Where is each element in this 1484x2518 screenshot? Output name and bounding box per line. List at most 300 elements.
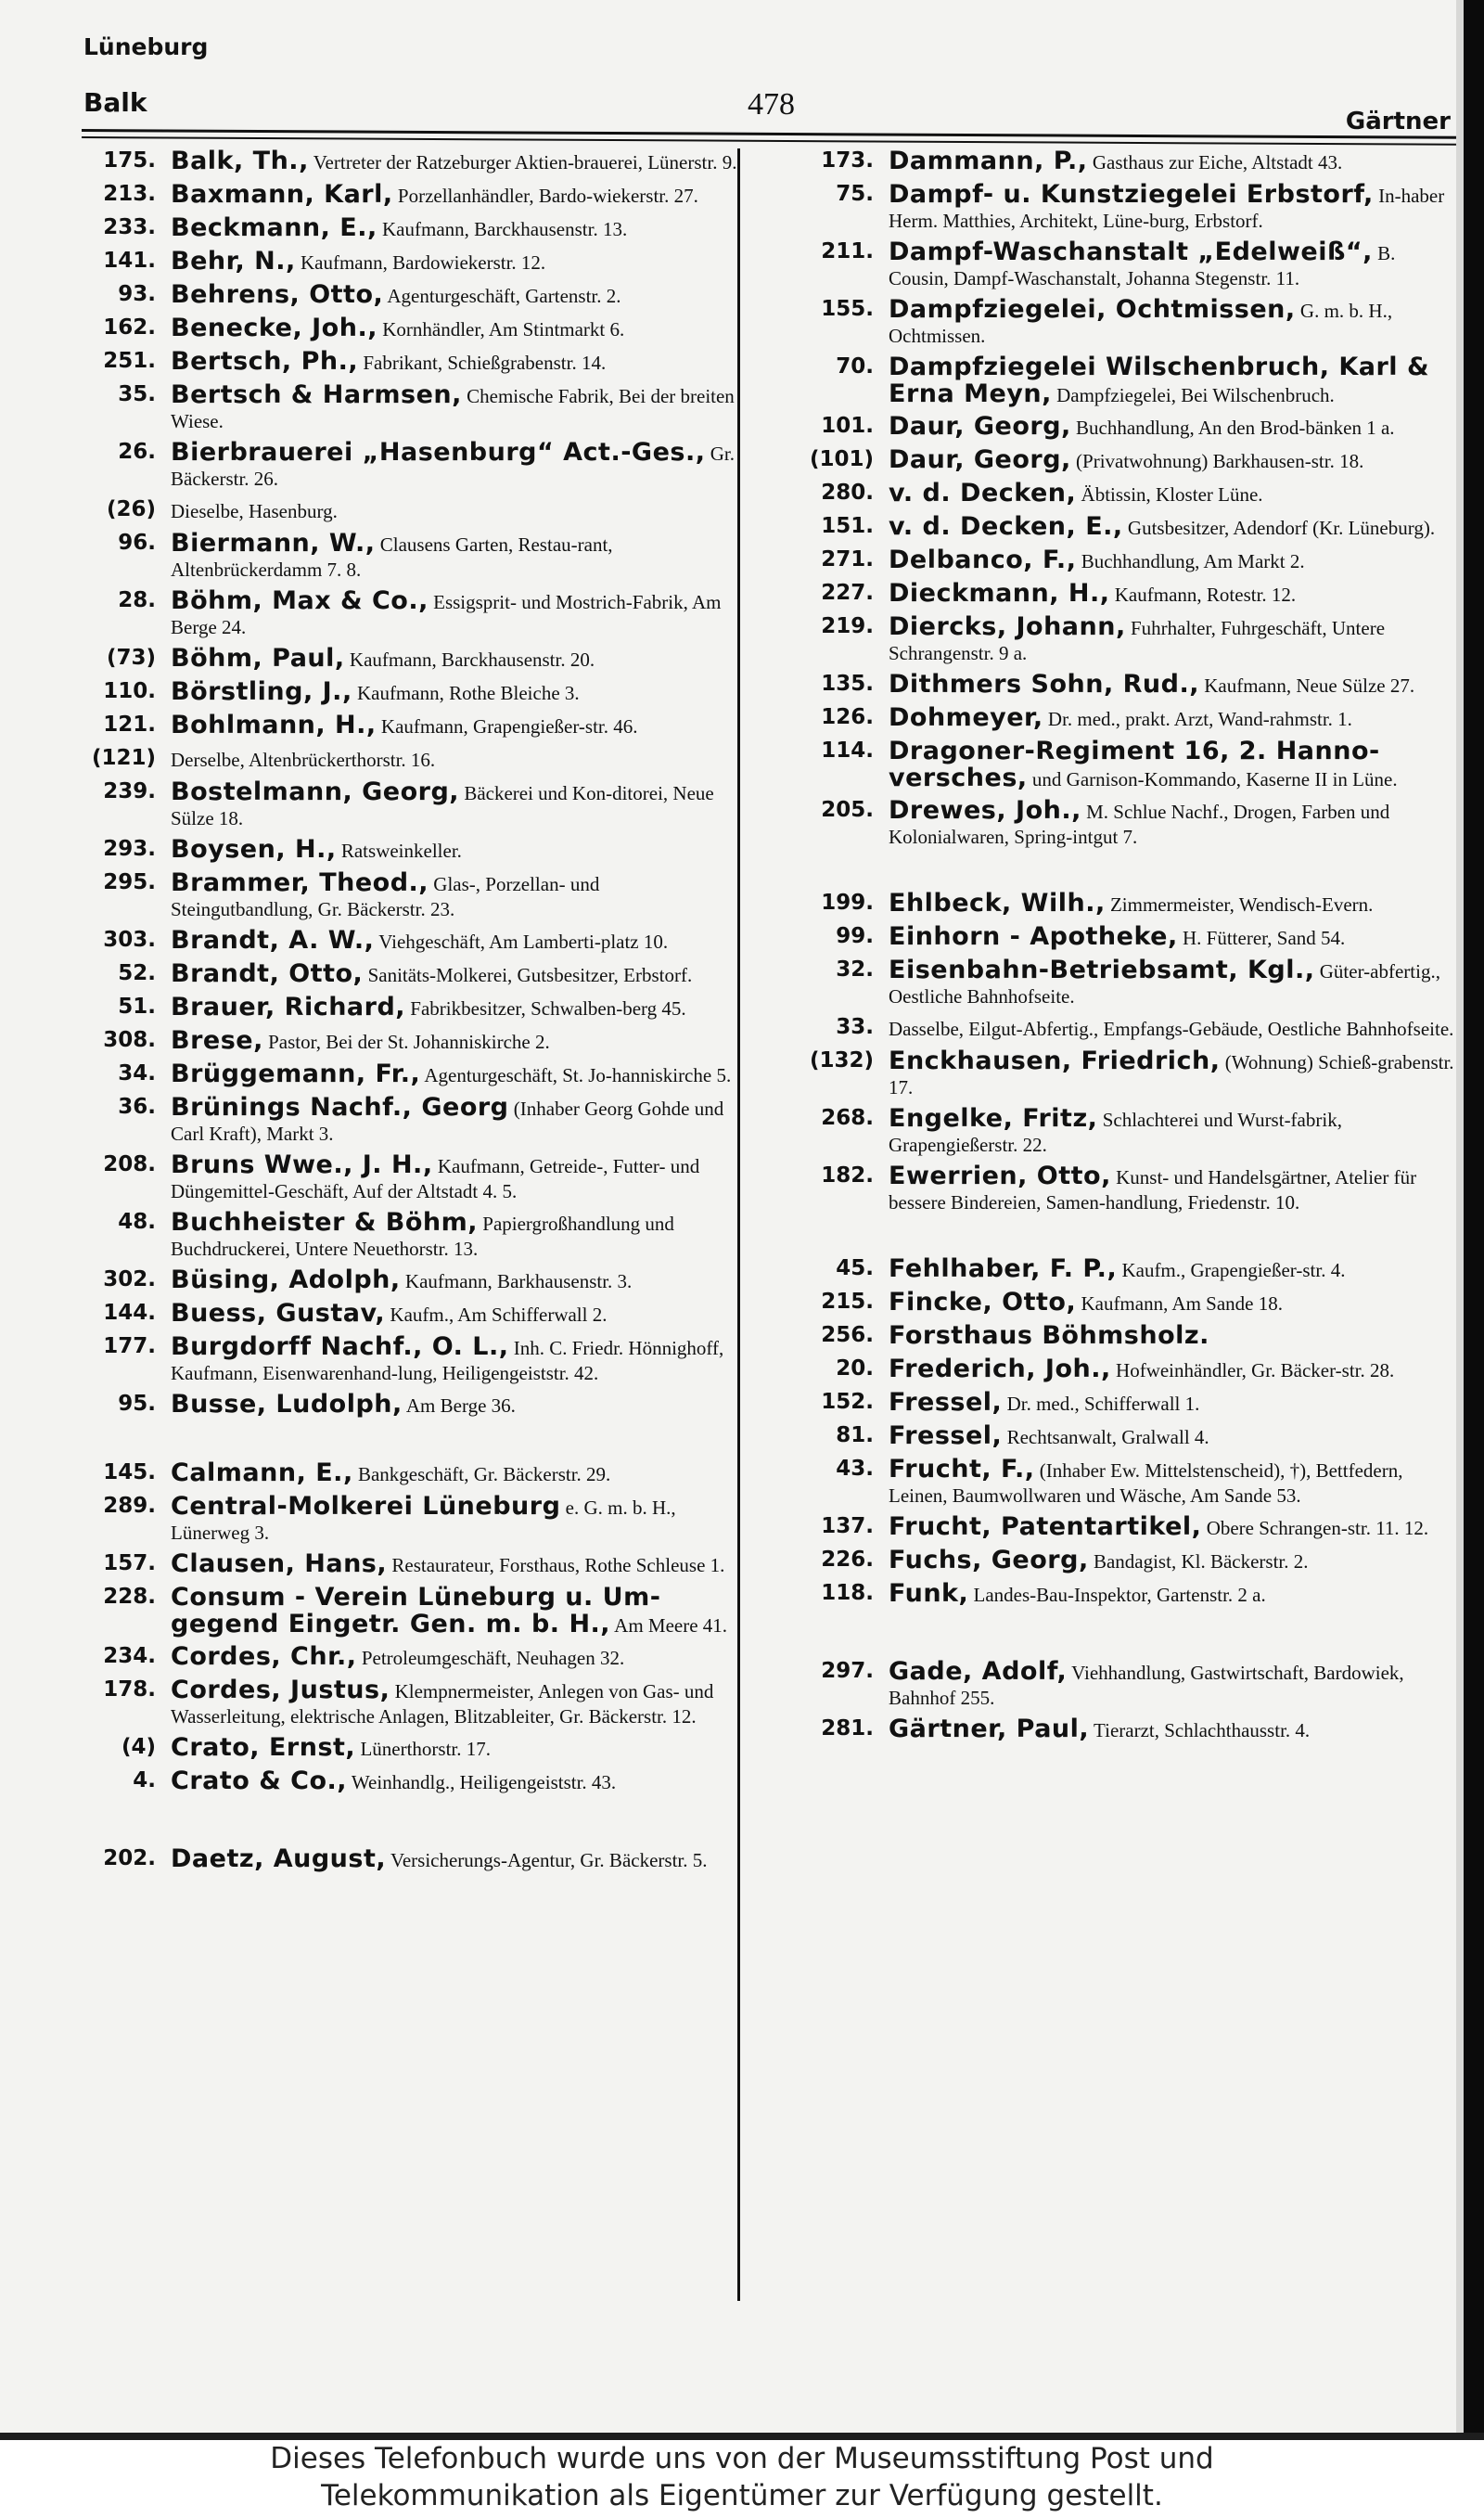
subscriber-name: Daur, Georg, [889,412,1071,441]
footer-notice [0,2440,1484,2518]
left-column [52,148,743,1880]
subscriber-details: Bandagist, Kl. Bäckerstr. 2. [1093,1550,1309,1573]
phone-number: 36. [118,1095,156,1119]
subscriber-name: v. d. Decken, [889,479,1077,507]
phone-number: 145. [103,1460,156,1484]
phone-number: 289. [103,1494,156,1518]
phone-number: 215. [821,1290,874,1314]
subscriber-details: Kaufmann, Barckhausenstr. 13. [382,218,628,240]
directory-entry [52,1301,743,1329]
subscriber-name: Cordes, Chr., [171,1642,357,1671]
subscriber-name: Büsing, Adolph, [171,1265,401,1294]
directory-entry [52,679,743,707]
phone-number: 251. [103,349,156,373]
directory-entry [770,1163,1456,1215]
phone-number: 141. [103,249,156,273]
phone-number: 205. [821,798,874,822]
subscriber-name: Central-Molkerei Lüneburg [171,1492,561,1521]
subscriber-name: Dampfziegelei Wilschenbruch, Karl & Erna Meyn, [889,353,1430,408]
subscriber-details: Dampfziegelei, Bei Wilschenbruch. [1056,384,1335,406]
directory-entry [52,148,743,176]
subscriber-details: Landes-Bau-Inspektor, Gartenstr. 2 a. [973,1584,1266,1606]
subscriber-name: Burgdorff Nachf., O. L., [171,1332,509,1361]
subscriber-details: (Privatwohnung) Barkhausen-str. 18. [1076,450,1364,472]
phone-number: 303. [103,928,156,952]
phone-number: 271. [821,547,874,572]
subscriber-details: Porzellanhändler, Bardo-wiekerstr. 27. [397,185,698,207]
phone-number: 33. [836,1015,874,1039]
directory-entry [770,1514,1456,1542]
subscriber-name: Frederich, Joh., [889,1355,1111,1383]
phone-number: 43. [836,1457,874,1481]
header-left-word: Balk [83,87,147,118]
phone-number: 81. [836,1423,874,1447]
directory-entry [770,239,1456,291]
subscriber-name: Boysen, H., [171,835,337,864]
subscriber-name: Crato, Ernst, [171,1733,356,1762]
phone-number: 34. [118,1061,156,1086]
directory-entry [770,891,1456,919]
phone-number: 101. [821,414,874,438]
directory-entry [770,148,1456,176]
subscriber-name: Consum - Verein Lüneburg u. Um-gegend Eingetr. Gen. m. b. H., [171,1583,661,1638]
subscriber-details: Fuhrhalter, Fuhrgeschäft, Untere Schrangenstr. 9 a. [889,617,1386,664]
directory-entry [52,531,743,583]
phone-number: (101) [809,447,874,471]
directory-entry [770,1356,1456,1384]
subscriber-name: Brandt, A. W., [171,926,375,955]
subscriber-name: Clausen, Hans, [171,1549,388,1578]
subscriber-details: Kaufmann, Neue Sülze 27. [1204,674,1415,697]
subscriber-details: Gr. Bäckerstr. 26. [171,443,735,490]
subscriber-name: Behr, N., [171,247,296,276]
subscriber-name: Brandt, Otto, [171,959,364,988]
directory-entry [52,779,743,831]
phone-number: 70. [836,354,874,379]
subscriber-details: Buchhandlung, Am Markt 2. [1081,550,1305,572]
subscriber-details: Fabrikant, Schießgrabenstr. 14. [363,352,607,374]
subscriber-details: Kaufm., Grapengießer-str. 4. [1121,1259,1346,1281]
subscriber-details: Agenturgeschäft, St. Jo-hanniskirche 5. [424,1064,732,1086]
subscriber-details: (Wohnung) Schieß-grabenstr. 17. [889,1051,1454,1098]
phone-number: 4. [133,1768,156,1792]
directory-entry [770,414,1456,442]
subscriber-details: M. Schlue Nachf., Drogen, Farben und Kolonialwaren, Spring-intgut 7. [889,801,1390,848]
subscriber-name: Bertsch, Ph., [171,347,359,376]
subscriber-name: Ewerrien, Otto, [889,1162,1111,1190]
directory-entry [52,249,743,276]
subscriber-details: Bäckerei und Kon-ditorei, Neue Sülze 18. [171,782,714,829]
directory-entry [52,315,743,343]
directory-entry [770,1290,1456,1317]
subscriber-name: Bierbrauerei „Hasenburg“ Act.-Ges., [171,438,706,467]
directory-entry [770,705,1456,733]
book-spine-shadow [1464,0,1484,2433]
subscriber-name: Bohlmann, H., [171,711,377,739]
phone-number: 219. [821,614,874,638]
phone-number: 227. [821,581,874,605]
subscriber-name: Böhm, Max & Co., [171,586,429,615]
subscriber-name: Funk, [889,1579,969,1608]
directory-entry [770,1716,1456,1744]
phone-number: 152. [821,1390,874,1414]
subscriber-details: Am Meere 41. [614,1614,728,1637]
phone-number: 175. [103,148,156,173]
directory-entry [770,354,1456,408]
subscriber-details: Dr. med., prakt. Arzt, Wand-rahmstr. 1. [1047,708,1352,730]
subscriber-name: Gärtner, Paul, [889,1715,1090,1743]
phone-number: 28. [118,588,156,612]
directory-entry [770,1015,1456,1043]
directory-entry [770,1048,1456,1100]
subscriber-name: Böhm, Paul, [171,644,345,673]
subscriber-name: Calmann, E., [171,1458,353,1487]
directory-entry [52,349,743,377]
subscriber-name: Ehlbeck, Wilh., [889,889,1106,918]
subscriber-name: Beckmann, E., [171,213,377,242]
subscriber-details: Inh. C. Friedr. Hönnighoff, Kaufmann, Eisenwarenhand-lung, Heiligengeiststr. 42. [171,1337,724,1384]
subscriber-name: Dampfziegelei, Ochtmissen, [889,295,1296,324]
subscriber-details: Kaufmann, Am Sande 18. [1081,1292,1283,1315]
phone-number: 295. [103,870,156,894]
directory-entry [770,739,1456,792]
subscriber-details: Derselbe, Altenbrückerthorstr. 16. [171,749,436,771]
phone-number: 51. [118,995,156,1019]
directory-entry [52,1152,743,1204]
subscriber-name: Cordes, Justus, [171,1676,390,1704]
phone-number: 93. [118,282,156,306]
phone-number: 211. [821,239,874,263]
subscriber-details: Kornhändler, Am Stintmarkt 6. [382,318,625,340]
directory-entry [770,447,1456,475]
directory-entry [770,1106,1456,1158]
subscriber-details: Gutsbesitzer, Adendorf (Kr. Lüneburg). [1127,517,1436,539]
subscriber-name: Bruns Wwe., J. H., [171,1150,433,1179]
directory-entry [52,746,743,774]
subscriber-details: Petroleumgeschäft, Neuhagen 32. [361,1647,625,1669]
directory-entry [52,646,743,674]
phone-number: 268. [821,1106,874,1130]
directory-entry [52,928,743,956]
subscriber-name: Behrens, Otto, [171,280,384,309]
subscriber-details: Fabrikbesitzer, Schwalben-berg 45. [410,997,686,1020]
phone-number: (26) [106,497,156,521]
phone-number: 155. [821,297,874,321]
subscriber-details: Versicherungs-Agentur, Gr. Bäckerstr. 5. [390,1849,708,1871]
phone-number: 95. [118,1392,156,1416]
subscriber-name: Fehlhaber, F. P., [889,1254,1118,1283]
subscriber-details: Zimmermeister, Wendisch-Evern. [1109,893,1374,916]
subscriber-details: Weinhandlg., Heiligengeiststr. 43. [351,1771,617,1793]
subscriber-details: Agenturgeschäft, Gartenstr. 2. [387,285,621,307]
subscriber-name: Frucht, F., [889,1455,1035,1484]
phone-number: 99. [836,924,874,948]
subscriber-details: Kaufmann, Getreide-, Futter- und Düngemittel-Geschäft, Auf der Altstadt 4. 5. [171,1155,700,1202]
directory-entry [52,1768,743,1796]
phone-number: 256. [821,1323,874,1347]
directory-entry [52,588,743,640]
subscriber-details: Vertreter der Ratzeburger Aktien-brauerei, Lünerstr. 9. [313,151,737,173]
subscriber-details: Kaufmann, Rotestr. 12. [1114,584,1297,606]
subscriber-details: Dasselbe, Eilgut-Abfertig., Empfangs-Gebäude, Oestliche Bahnhofseite. [889,1018,1454,1040]
directory-entry [52,1846,743,1874]
phone-number: 239. [103,779,156,803]
directory-entry [52,1677,743,1729]
directory-entry [770,1548,1456,1575]
subscriber-details: H. Fütterer, Sand 54. [1183,927,1346,949]
subscriber-name: Fuchs, Georg, [889,1546,1089,1574]
subscriber-name: Drewes, Joh., [889,796,1081,825]
subscriber-name: Crato & Co., [171,1766,348,1795]
subscriber-details: Buchhandlung, An den Brod-bänken 1 a. [1076,417,1395,439]
subscriber-details: Chemische Fabrik, Bei der breiten Wiese. [171,385,735,432]
subscriber-details: Clausens Garten, Restau-rant, Altenbrückerdamm 7. 8. [171,533,613,581]
directory-entry [52,961,743,989]
subscriber-details: Sanitäts-Molkerei, Gutsbesitzer, Erbstorf. [367,964,693,986]
phone-number: 199. [821,891,874,915]
subscriber-details: Kaufmann, Barckhausenstr. 20. [349,649,595,671]
directory-entry [52,870,743,922]
subscriber-details: Obere Schrangen-str. 11. 12. [1206,1517,1429,1539]
phone-number: 281. [821,1716,874,1741]
phone-number: (132) [809,1048,874,1073]
subscriber-details: Dr. med., Schifferwall 1. [1006,1393,1200,1415]
subscriber-name: Eisenbahn-Betriebsamt, Kgl., [889,956,1315,984]
phone-number: 135. [821,672,874,696]
subscriber-details: Kunst- und Handelsgärtner, Atelier für bessere Bindereien, Samen-handlung, Friedenstr. 10. [889,1166,1417,1214]
subscriber-name: Brüggemann, Fr., [171,1060,421,1088]
subscriber-name: Buchheister & Böhm, [171,1208,479,1237]
directory-entry [52,1095,743,1147]
subscriber-details: In-haber Herm. Matthies, Architekt, Lüne-burg, Erbstorf. [889,185,1445,232]
subscriber-name: Benecke, Joh., [171,314,377,342]
directory-entry [52,1460,743,1488]
directory-entry [770,672,1456,700]
subscriber-name: Bostelmann, Georg, [171,777,460,806]
phone-number: (4) [121,1735,156,1759]
directory-entry [770,1423,1456,1451]
directory-entry [52,837,743,865]
page-number: 478 [748,87,795,122]
directory-entry [52,1028,743,1056]
directory-entry [52,282,743,310]
subscriber-details: Äbtissin, Kloster Lüne. [1081,483,1263,506]
phone-number: 173. [821,148,874,173]
phone-number: 48. [118,1210,156,1234]
subscriber-details: Dieselbe, Hasenburg. [171,500,338,522]
phone-number: 280. [821,481,874,505]
directory-entry [770,514,1456,542]
footer-line-2: Telekommunikation als Eigentümer zur Verfügung gestellt. [321,2479,1163,2512]
directory-entry [770,1581,1456,1609]
subscriber-name: Dampf- u. Kunstziegelei Erbstorf, [889,180,1374,209]
phone-number: 137. [821,1514,874,1538]
phone-number: 75. [836,182,874,206]
phone-number: 213. [103,182,156,206]
phone-number: 293. [103,837,156,861]
directory-entry [52,1392,743,1420]
phone-number: 118. [821,1581,874,1605]
subscriber-name: Dieckmann, H., [889,579,1110,608]
subscriber-details: Bankgeschäft, Gr. Bäckerstr. 29. [357,1463,611,1485]
subscriber-name: Dithmers Sohn, Rud., [889,670,1199,699]
subscriber-details: Klempnermeister, Anlegen von Gas- und Wasserleitung, elektrische Anlagen, Blitzableiter, Gr. Bäckerstr. 12. [171,1680,714,1728]
phone-number: 233. [103,215,156,239]
subscriber-details: Gasthaus zur Eiche, Altstadt 43. [1092,151,1343,173]
subscriber-name: Delbanco, F., [889,546,1077,574]
subscriber-details: Kaufm., Am Schifferwall 2. [390,1304,608,1326]
subscriber-details: Glas-, Porzellan- und Steingutbandlung, Gr. Bäckerstr. 23. [171,873,600,920]
directory-entry [770,1390,1456,1418]
phone-number: 52. [118,961,156,985]
directory-entry [52,1551,743,1579]
subscriber-name: Daur, Georg, [889,445,1071,474]
subscriber-name: Dragoner-Regiment 16, 2. Hanno-versches, [889,737,1380,792]
directory-entry [770,297,1456,349]
phone-number: 26. [118,440,156,464]
subscriber-name: Dohmeyer, [889,703,1043,732]
directory-entry [52,1585,743,1638]
subscriber-details: (Inhaber Georg Gohde und Carl Kraft), Markt 3. [171,1098,724,1145]
subscriber-details: Rechtsanwalt, Gralwall 4. [1006,1426,1209,1448]
subscriber-details: Essigsprit- und Mostrich-Fabrik, Am Berge 24. [171,591,722,638]
subscriber-details: Tierarzt, Schlachthausstr. 4. [1094,1719,1311,1741]
phone-number: 96. [118,531,156,555]
subscriber-details: Am Berge 36. [405,1394,516,1417]
directory-entry [52,1061,743,1089]
subscriber-name: Daetz, August, [171,1844,387,1873]
directory-entry [52,1735,743,1763]
phone-number: 228. [103,1585,156,1609]
subscriber-name: Frucht, Patentartikel, [889,1512,1202,1541]
subscriber-name: Enckhausen, Friedrich, [889,1047,1221,1075]
subscriber-name: Einhorn - Apotheke, [889,922,1178,951]
phone-number: 114. [821,739,874,763]
right-column [770,148,1456,1750]
subscriber-details: und Garnison-Kommando, Kaserne II in Lüne. [1031,768,1398,790]
phone-number: 202. [103,1846,156,1870]
directory-entry [770,182,1456,234]
subscriber-details: Kaufmann, Bardowiekerstr. 12. [300,251,546,274]
directory-entry [52,382,743,434]
directory-entry [52,1494,743,1546]
phone-number: 151. [821,514,874,538]
phone-number: 45. [836,1256,874,1280]
phone-number: 35. [118,382,156,406]
directory-entry [770,1659,1456,1711]
subscriber-name: Dampf-Waschanstalt „Edelweiß“, [889,238,1373,266]
subscriber-name: Brammer, Theod., [171,868,429,897]
phone-number: 126. [821,705,874,729]
subscriber-name: Gade, Adolf, [889,1657,1068,1686]
phone-number: 32. [836,957,874,982]
subscriber-name: Brese, [171,1026,263,1055]
phone-number: 182. [821,1163,874,1188]
directory-entry [770,481,1456,508]
subscriber-details: e. G. m. b. H., Lünerweg 3. [171,1497,676,1544]
subscriber-name: Fressel, [889,1388,1003,1417]
subscriber-details: Ratsweinkeller. [340,840,462,862]
subscriber-details: G. m. b. H., Ochtmissen. [889,300,1393,347]
phone-number: 144. [103,1301,156,1325]
subscriber-name: Bertsch & Harmsen, [171,380,462,409]
phone-number: 121. [103,713,156,737]
subscriber-details: (Inhaber Ew. Mittelstenscheid), †), Bettfedern, Leinen, Baumwollwaren und Wäsche, Am Sande 53. [889,1459,1403,1507]
directory-entry [52,713,743,740]
subscriber-name: Fincke, Otto, [889,1288,1077,1317]
directory-entry [770,581,1456,609]
directory-entry [770,1457,1456,1509]
phone-number: 20. [836,1356,874,1381]
subscriber-details: Güter-abfertig., Oestliche Bahnhofseite. [889,960,1440,1008]
phone-number: 297. [821,1659,874,1683]
subscriber-details: Hofweinhändler, Gr. Bäcker-str. 28. [1116,1359,1395,1381]
subscriber-details: Restaurateur, Forsthaus, Rothe Schleuse 1. [391,1554,725,1576]
subscriber-name: Engelke, Fritz, [889,1104,1098,1133]
subscriber-details: Kaufmann, Rothe Bleiche 3. [356,682,580,704]
directory-entry [770,957,1456,1009]
phone-number: 110. [103,679,156,703]
subscriber-details: Kaufmann, Barkhausenstr. 3. [404,1270,633,1292]
directory-entry [770,798,1456,850]
subscriber-name: Dammann, P., [889,147,1088,175]
subscriber-details: Viehhandlung, Gastwirtschaft, Bardowiek, Bahnhof 255. [889,1662,1404,1709]
directory-entry [52,215,743,243]
subscriber-name: Balk, Th., [171,147,309,175]
subscriber-name: Busse, Ludolph, [171,1390,403,1419]
subscriber-details: Viehgeschäft, Am Lamberti-platz 10. [378,931,669,953]
subscriber-name: Fressel, [889,1421,1003,1450]
phone-number: 302. [103,1267,156,1291]
phone-number: 234. [103,1644,156,1668]
phone-number: 208. [103,1152,156,1176]
phone-number: (73) [106,646,156,670]
subscriber-name: Brünings Nachf., Georg [171,1093,509,1122]
header-right-word: Gärtner [1345,108,1451,135]
phone-number: 226. [821,1548,874,1572]
directory-entry [52,497,743,525]
subscriber-name: Diercks, Johann, [889,612,1126,641]
subscriber-name: Forsthaus Böhmsholz. [889,1321,1209,1350]
subscriber-details: Kaufmann, Grapengießer-str. 46. [380,715,638,738]
directory-entry [770,924,1456,952]
subscriber-details: Schlachterei und Wurst-fabrik, Grapengießerstr. 22. [889,1109,1342,1156]
phone-number: 157. [103,1551,156,1575]
directory-entry [770,1323,1456,1351]
phone-number: 178. [103,1677,156,1702]
directory-entry [770,547,1456,575]
directory-entry [52,995,743,1022]
directory-entry [52,440,743,492]
directory-entry [52,1210,743,1262]
directory-entry [52,182,743,210]
subscriber-details: Pastor, Bei der St. Johanniskirche 2. [268,1031,550,1053]
subscriber-details: B. Cousin, Dampf-Waschanstalt, Johanna Stegenstr. 11. [889,242,1396,289]
subscriber-name: Baxmann, Karl, [171,180,393,209]
phone-number: 308. [103,1028,156,1052]
header-city: Lüneburg [83,33,209,60]
phone-number: 162. [103,315,156,340]
subscriber-name: v. d. Decken, E., [889,512,1123,541]
subscriber-name: Börstling, J., [171,677,352,706]
phone-number: 177. [103,1334,156,1358]
subscriber-name: Brauer, Richard, [171,993,406,1021]
subscriber-details: Lünerthorstr. 17. [360,1738,491,1760]
directory-entry [770,1256,1456,1284]
directory-entry [52,1267,743,1295]
subscriber-details: Papiergroßhandlung und Buchdruckerei, Untere Neuethorstr. 13. [171,1213,674,1260]
subscriber-name: Biermann, W., [171,529,376,558]
